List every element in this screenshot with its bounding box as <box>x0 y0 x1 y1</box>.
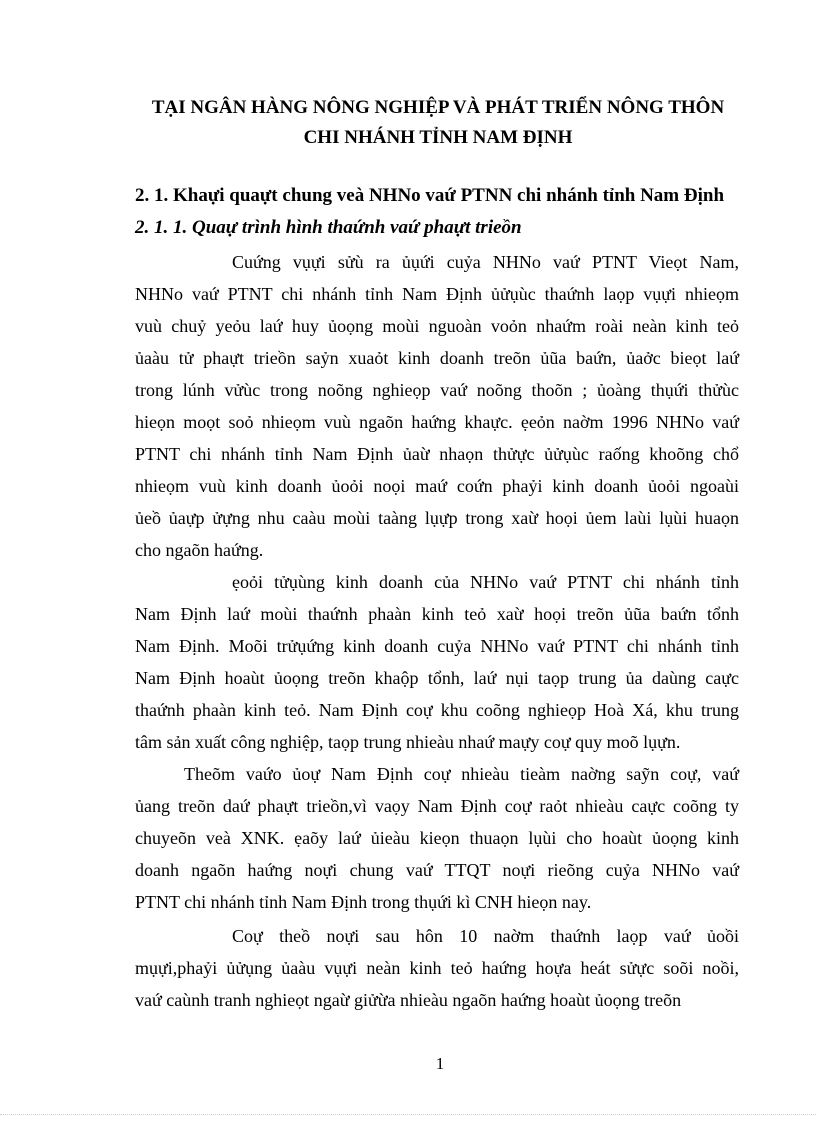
paragraph-line: mụựi,phaỷi ủửụng ủaàu vụựi neàn kinh teỏ haứng hoựa heát sửực soõi noồi, <box>135 958 739 978</box>
page-number: 1 <box>435 1054 445 1073</box>
paragraph-line: Nam Định hoaùt ủoọng treõn khaộp tổnh, laứ nụi taọp trung ủa daùng caực <box>135 668 739 688</box>
page-bottom-divider <box>0 1114 816 1115</box>
subsection-heading: 2. 1. 1. Quaự trình hình thaứnh vaứ phaựt trieồn <box>135 217 522 238</box>
paragraph-line: ẹoỏi tửụùng kinh doanh của NHNo vaứ PTNT chi nhánh tỉnh <box>232 572 739 592</box>
paragraph-line: PTNT chi nhánh tỉnh Nam Định ủaừ nhaọn thửực ủửụùc raống khoõng chổ <box>135 444 739 464</box>
paragraph-line: cho ngaõn haứng. <box>135 540 264 560</box>
document-title-line-2: CHI NHÁNH TỈNH NAM ĐỊNH <box>303 127 573 148</box>
paragraph-line: chuyeõn veà XNK. ẹaõy laứ ủieàu kieọn thuaọn lụùi cho hoaùt ủoọng kinh <box>135 828 739 848</box>
paragraph-line: Coự theồ noựi sau hôn 10 naờm thaứnh laọp vaứ ủoồi <box>232 926 739 946</box>
paragraph-line: Nam Định laứ moùi thaứnh phaàn kinh teỏ xaừ hoọi treõn ủũa baứn tổnh <box>135 604 739 624</box>
paragraph-line: trong lúnh vửùc trong noõng nghieọp vaứ noõng thoõn ; ủoàng thụứi thửùc <box>135 380 739 400</box>
paragraph-line: ủaàu tử phaựt trieồn saỷn xuaỏt kinh doanh treõn ủũa baứn, ủaởc bieọt laứ <box>135 348 739 368</box>
paragraph-line: vuù chuỷ yeỏu laứ huy ủoọng moùi nguoàn voỏn nhaứm roài neàn kinh teỏ <box>135 316 739 336</box>
paragraph-line: NHNo vaứ PTNT chi nhánh tỉnh Nam Định ủửụùc thaứnh laọp vụựi nhieọm <box>135 284 739 304</box>
paragraph-line: nhieọm vuù kinh doanh ủoỏi noọi maứ coứn phaỷi kinh doanh ủoỏi ngoaùi <box>135 476 739 496</box>
paragraph-line: Theõm vaứo ủoự Nam Định coự nhieàu tieàm naờng saỹn coự, vaứ <box>184 764 739 784</box>
paragraph-line: ủeồ ủaựp ửựng nhu caàu moùi taàng lụựp trong xaừ hoọi ủem laùi lụùi huaọn <box>135 508 739 528</box>
paragraph-line: hieọn moọt soỏ nhieọm vuù ngaõn haứng khaực. ẹeỏn naờm 1996 NHNo vaứ <box>135 412 739 432</box>
paragraph-line: thaứnh phaàn kinh teỏ. Nam Định coự khu coõng nghieọp Hoà Xá, khu trung <box>135 700 739 720</box>
paragraph-line: tâm sản xuất công nghiệp, taọp trung nhieàu nhaứ maựy coự quy moõ lụựn. <box>135 732 681 752</box>
paragraph-line: PTNT chi nhánh tỉnh Nam Định trong thụứi kì CNH hieọn nay. <box>135 892 592 912</box>
paragraph-line: ủang treõn daứ phaựt trieồn,vì vaọy Nam Định coự raỏt nhieàu caực coõng ty <box>135 796 739 816</box>
document-title-line-1: TẠI NGÂN HÀNG NÔNG NGHIỆP VÀ PHÁT TRIỂN NÔNG THÔN <box>151 97 725 118</box>
paragraph-line: doanh ngaõn haứng noựi chung vaứ TTQT noựi rieõng cuỷa NHNo vaứ <box>135 860 739 880</box>
paragraph-line: vaứ caùnh tranh nghieọt ngaừ giửừa nhieàu ngaõn haứng hoaùt ủoọng treõn <box>135 990 682 1010</box>
paragraph-line: Nam Định. Moõi trửụứng kinh doanh cuỷa NHNo vaứ PTNT chi nhánh tỉnh <box>135 636 739 656</box>
paragraph-line: Cuứng vụựi sửù ra ủụứi cuỷa NHNo vaứ PTNT Vieọt Nam, <box>232 252 739 272</box>
section-heading: 2. 1. Khaựi quaựt chung veà NHNo vaứ PTNN chi nhánh tỉnh Nam Định <box>135 185 725 206</box>
